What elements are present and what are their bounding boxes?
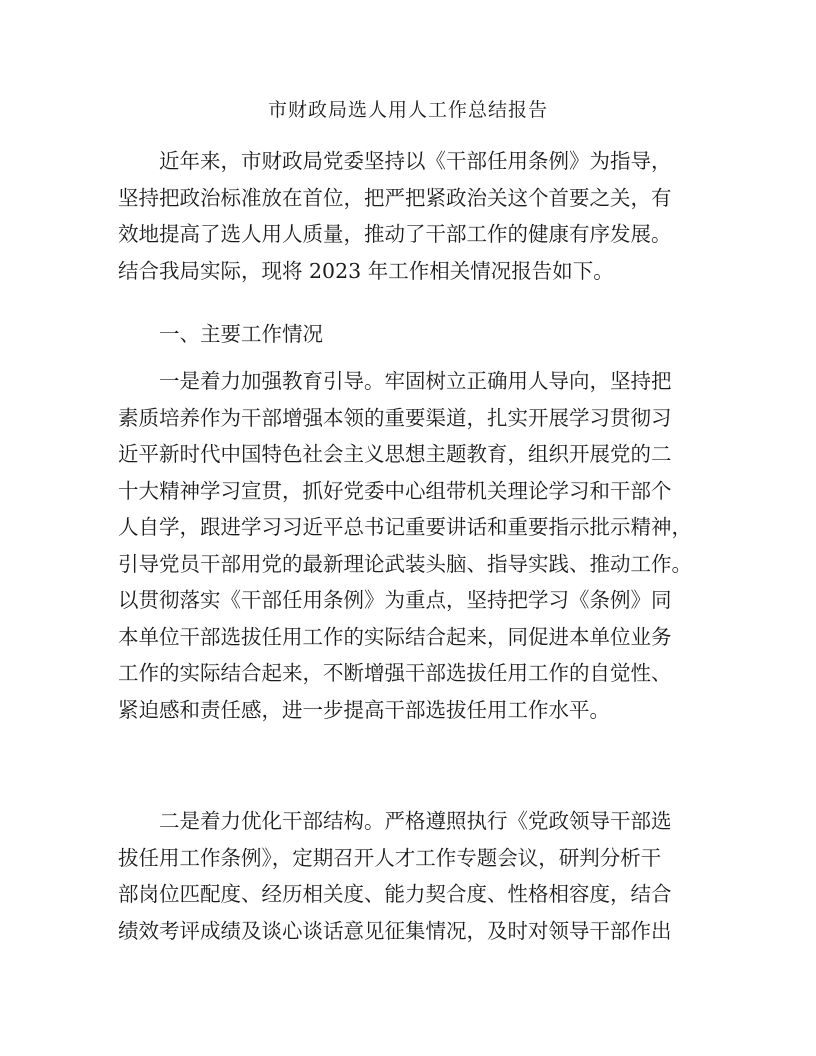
paragraph-line: 素质培养作为干部增强本领的重要渠道，扎实开展学习贯彻习 bbox=[118, 405, 672, 430]
paragraph-line: 绩效考评成绩及谈心谈话意见征集情况，及时对领导干部作出 bbox=[118, 918, 672, 943]
paragraph-line: 近平新时代中国特色社会主义思想主题教育，组织开展党的二 bbox=[118, 442, 672, 466]
paragraph-education bbox=[118, 363, 698, 728]
document-title: 市财政局选人用人工作总结报告 bbox=[267, 99, 548, 121]
paragraph-intro bbox=[118, 143, 698, 289]
paragraph-line: 结合我局实际，现将 2023 年工作相关情况报告如下。 bbox=[118, 258, 614, 283]
paragraph-line: 拔任用工作条例》，定期召开人才工作专题会议，研判分析干 bbox=[118, 845, 662, 870]
paragraph-line: 工作的实际结合起来，不断增强干部选拔任用工作的自觉性、 bbox=[118, 661, 672, 685]
paragraph-line: 人自学，跟进学习习近平总书记重要讲话和重要指示批示精神， bbox=[118, 515, 692, 539]
paragraph-line: 本单位干部选拔任用工作的实际结合起来，同促进本单位业务 bbox=[118, 624, 672, 649]
paragraph-line: 二是着力优化干部结构。严格遵照执行《党政领导干部选 bbox=[118, 809, 672, 833]
paragraph-line: 效地提高了选人用人质量，推动了干部工作的健康有序发展。 bbox=[118, 222, 672, 246]
paragraph-line: 以贯彻落实《干部任用条例》为重点，坚持把学习《条例》同 bbox=[118, 588, 672, 612]
paragraph-line: 坚持把政治标准放在首位，把严把紧政治关这个首要之关，有 bbox=[118, 185, 672, 210]
paragraph-line: 部岗位匹配度、经历相关度、能力契合度、性格相容度，结合 bbox=[118, 882, 672, 906]
paragraph-line: 近年来，市财政局党委坚持以《干部任用条例》为指导， bbox=[118, 149, 672, 173]
section-heading-main-work bbox=[118, 316, 698, 353]
paragraph-line: 一是着力加强教育引导。牢固树立正确用人导向，坚持把 bbox=[118, 369, 672, 393]
paragraph-line: 十大精神学习宣贯，抓好党委中心组带机关理论学习和干部个 bbox=[118, 478, 672, 503]
heading-line: 一、主要工作情况 bbox=[118, 322, 323, 346]
paragraph-line: 引导党员干部用党的最新理论武装头脑、指导实践、推动工作。 bbox=[118, 551, 692, 576]
paragraph-line: 紧迫感和责任感，进一步提高干部选拔任用工作水平。 bbox=[118, 697, 610, 722]
paragraph-structure bbox=[118, 803, 698, 949]
